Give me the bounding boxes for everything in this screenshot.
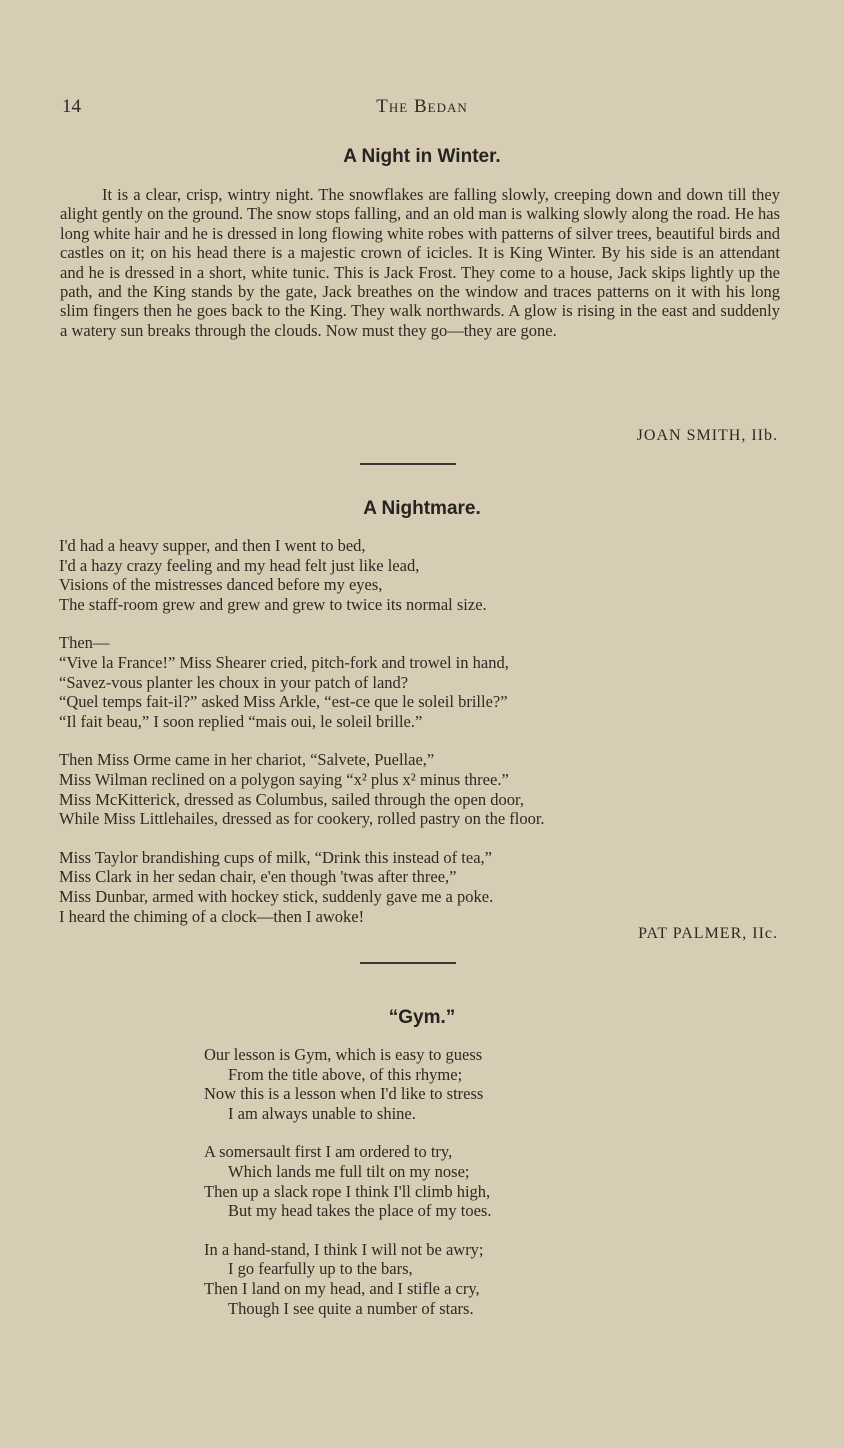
section-divider (360, 463, 456, 465)
winter-author: JOAN SMITH, IIb. (636, 427, 778, 444)
verse-line: Miss Wilman reclined on a polygon saying “x² plus x² minus three.” (59, 769, 509, 789)
gym-poem (204, 1045, 491, 1318)
verse-line: Which lands me full tilt on my nose; (228, 1161, 470, 1181)
verse-line: Our lesson is Gym, which is easy to guess (204, 1045, 483, 1064)
verse-line: I'd had a heavy supper, and then I went to bed, (59, 536, 366, 555)
verse-line: I'd a hazy crazy feeling and my head felt just like lead, (59, 555, 420, 575)
verse-line: While Miss Littlehailes, dressed as for cookery, rolled pastry on the floor. (59, 809, 545, 829)
verse-line: Then up a slack rope I think I'll climb high, (204, 1181, 491, 1201)
verse-line: I heard the chiming of a clock—then I awoke! (59, 906, 365, 926)
nightmare-author: PAT PALMER, IIc. (638, 925, 778, 942)
verse-line: Miss Taylor brandishing cups of milk, “Drink this instead of tea,” (59, 847, 492, 867)
page-number: 14 (62, 96, 81, 117)
verse-line: Now this is a lesson when I'd like to stress (204, 1084, 484, 1104)
verse-line: Though I see quite a number of stars. (228, 1298, 474, 1318)
winter-title: A Night in Winter. (343, 146, 501, 167)
verse-line: “Quel temps fait-il?” asked Miss Arkle, “est-ce que le soleil brille?” (59, 692, 508, 712)
page-header (62, 96, 782, 122)
verse-line: Then— (59, 633, 110, 653)
verse-line: A somersault first I am ordered to try, (204, 1142, 453, 1162)
verse-line: Miss Clark in her sedan chair, e'en though 'twas after three,” (59, 867, 457, 887)
verse-line: “Vive la France!” Miss Shearer cried, pitch-fork and trowel in hand, (59, 652, 509, 672)
winter-body: It is a clear, crisp, wintry night. The snowflakes are falling slowly, creeping down and down till they alight gently on the ground. The snow stops falling, and an old man is walking slowly along the road. He has long white hair and he is dressed in long flowing white robes with patterns of silver trees, beautiful birds and castles on it; on his head there is a majestic crown of icicles. It is King Winter. By his side is an attendant and he is dressed in a short, white tunic. This is Jack Frost. They come to a house, Jack skips lightly up the path, and the King stands by the gate, Jack breathes on the window and traces patterns on it with his long slim fingers then he goes back to the King. They walk northwards. A glow is rising in the east and suddenly a watery sun breaks through the clouds. Now must they go—they are gone. (60, 185, 780, 340)
verse-line: “Il fait beau,” I soon replied “mais oui, le soleil brille.” (59, 711, 423, 731)
verse-line: From the title above, of this rhyme; (228, 1064, 463, 1084)
verse-line: Miss McKitterick, dressed as Columbus, sailed through the open door, (59, 789, 524, 809)
verse-line: Then Miss Orme came in her chariot, “Salvete, Puellae,” (59, 750, 435, 770)
verse-line: The staff-room grew and grew and grew to twice its normal size. (59, 594, 487, 614)
running-title: The Bedan (376, 96, 468, 117)
verse-line: Miss Dunbar, armed with hockey stick, suddenly gave me a poke. (59, 886, 494, 906)
verse-line: Visions of the mistresses danced before my eyes, (59, 575, 383, 595)
verse-line: But my head takes the place of my toes. (228, 1201, 492, 1221)
verse-line: In a hand-stand, I think I will not be awry; (204, 1239, 484, 1259)
verse-line: “Savez-vous planter les choux in your patch of land? (59, 672, 409, 692)
nightmare-title: A Nightmare. (363, 498, 481, 519)
section-divider (360, 962, 456, 964)
verse-line: I go fearfully up to the bars, (228, 1259, 413, 1279)
nightmare-poem (59, 536, 545, 926)
gym-title: “Gym.” (388, 1007, 456, 1028)
verse-line: Then I land on my head, and I stifle a cry, (204, 1278, 480, 1298)
verse-line: I am always unable to shine. (228, 1103, 416, 1123)
